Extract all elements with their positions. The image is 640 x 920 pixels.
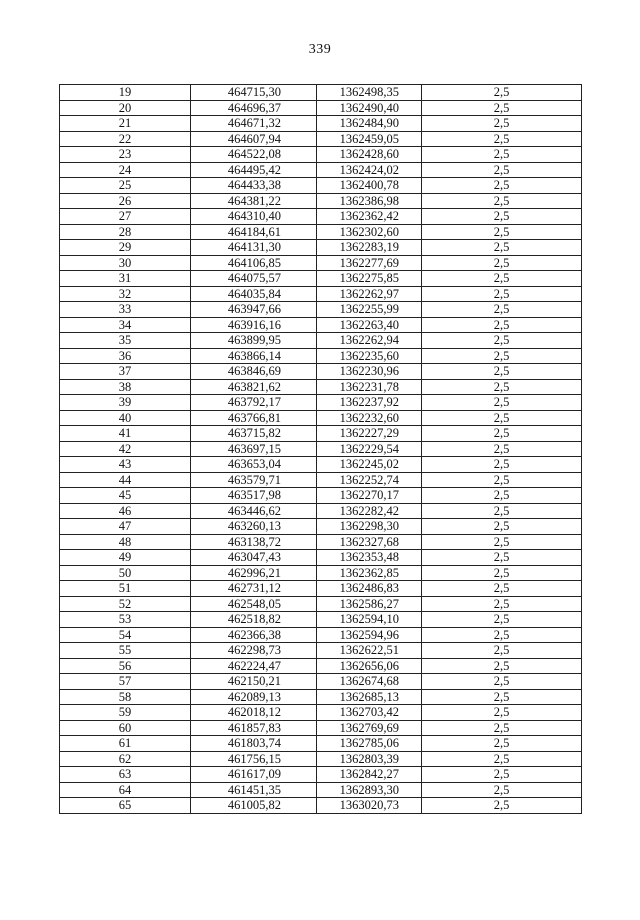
point-number-cell: 25 — [60, 178, 191, 194]
y-coordinate-cell: 1362362,42 — [317, 209, 422, 225]
point-number-cell: 61 — [60, 736, 191, 752]
y-coordinate-cell: 1362386,98 — [317, 193, 422, 209]
x-coordinate-cell: 463846,69 — [191, 364, 317, 380]
table-row — [60, 565, 582, 581]
table-row — [60, 472, 582, 488]
y-coordinate-cell: 1362237,92 — [317, 395, 422, 411]
accuracy-cell: 2,5 — [422, 209, 582, 225]
point-number-cell: 57 — [60, 674, 191, 690]
accuracy-cell: 2,5 — [422, 674, 582, 690]
coordinates-table — [59, 84, 582, 814]
point-number-cell: 23 — [60, 147, 191, 163]
table-row — [60, 767, 582, 783]
point-number-cell: 22 — [60, 131, 191, 147]
x-coordinate-cell: 463899,95 — [191, 333, 317, 349]
table-row — [60, 534, 582, 550]
x-coordinate-cell: 464035,84 — [191, 286, 317, 302]
y-coordinate-cell: 1362703,42 — [317, 705, 422, 721]
table-row — [60, 333, 582, 349]
accuracy-cell: 2,5 — [422, 395, 582, 411]
point-number-cell: 46 — [60, 503, 191, 519]
accuracy-cell: 2,5 — [422, 565, 582, 581]
point-number-cell: 65 — [60, 798, 191, 814]
y-coordinate-cell: 1362227,29 — [317, 426, 422, 442]
point-number-cell: 43 — [60, 457, 191, 473]
x-coordinate-cell: 463821,62 — [191, 379, 317, 395]
accuracy-cell: 2,5 — [422, 767, 582, 783]
page-number: 339 — [308, 42, 332, 57]
y-coordinate-cell: 1362232,60 — [317, 410, 422, 426]
point-number-cell: 45 — [60, 488, 191, 504]
table-row — [60, 550, 582, 566]
table-row — [60, 798, 582, 814]
x-coordinate-cell: 462996,21 — [191, 565, 317, 581]
accuracy-cell: 2,5 — [422, 317, 582, 333]
x-coordinate-cell: 463653,04 — [191, 457, 317, 473]
point-number-cell: 52 — [60, 596, 191, 612]
accuracy-cell: 2,5 — [422, 379, 582, 395]
accuracy-cell: 2,5 — [422, 85, 582, 101]
x-coordinate-cell: 462224,47 — [191, 658, 317, 674]
table-row — [60, 720, 582, 736]
y-coordinate-cell: 1362302,60 — [317, 224, 422, 240]
table-row — [60, 674, 582, 690]
y-coordinate-cell: 1362586,27 — [317, 596, 422, 612]
accuracy-cell: 2,5 — [422, 658, 582, 674]
point-number-cell: 35 — [60, 333, 191, 349]
x-coordinate-cell: 463766,81 — [191, 410, 317, 426]
accuracy-cell: 2,5 — [422, 162, 582, 178]
accuracy-cell: 2,5 — [422, 441, 582, 457]
x-coordinate-cell: 463138,72 — [191, 534, 317, 550]
point-number-cell: 30 — [60, 255, 191, 271]
accuracy-cell: 2,5 — [422, 333, 582, 349]
point-number-cell: 42 — [60, 441, 191, 457]
x-coordinate-cell: 463047,43 — [191, 550, 317, 566]
y-coordinate-cell: 1362283,19 — [317, 240, 422, 256]
point-number-cell: 34 — [60, 317, 191, 333]
x-coordinate-cell: 462548,05 — [191, 596, 317, 612]
y-coordinate-cell: 1362255,99 — [317, 302, 422, 318]
point-number-cell: 62 — [60, 751, 191, 767]
table-row — [60, 689, 582, 705]
accuracy-cell: 2,5 — [422, 751, 582, 767]
x-coordinate-cell: 464607,94 — [191, 131, 317, 147]
x-coordinate-cell: 462366,38 — [191, 627, 317, 643]
x-coordinate-cell: 462298,73 — [191, 643, 317, 659]
accuracy-cell: 2,5 — [422, 426, 582, 442]
table-row — [60, 271, 582, 287]
point-number-cell: 60 — [60, 720, 191, 736]
table-row — [60, 596, 582, 612]
point-number-cell: 29 — [60, 240, 191, 256]
y-coordinate-cell: 1362298,30 — [317, 519, 422, 535]
y-coordinate-cell: 1362252,74 — [317, 472, 422, 488]
x-coordinate-cell: 463260,13 — [191, 519, 317, 535]
accuracy-cell: 2,5 — [422, 519, 582, 535]
x-coordinate-cell: 464715,30 — [191, 85, 317, 101]
point-number-cell: 21 — [60, 116, 191, 132]
point-number-cell: 44 — [60, 472, 191, 488]
table-row — [60, 627, 582, 643]
y-coordinate-cell: 1362263,40 — [317, 317, 422, 333]
point-number-cell: 33 — [60, 302, 191, 318]
point-number-cell: 36 — [60, 348, 191, 364]
point-number-cell: 38 — [60, 379, 191, 395]
y-coordinate-cell: 1362842,27 — [317, 767, 422, 783]
y-coordinate-cell: 1362893,30 — [317, 782, 422, 798]
table-row — [60, 612, 582, 628]
accuracy-cell: 2,5 — [422, 596, 582, 612]
accuracy-cell: 2,5 — [422, 581, 582, 597]
point-number-cell: 19 — [60, 85, 191, 101]
table-row — [60, 116, 582, 132]
x-coordinate-cell: 462731,12 — [191, 581, 317, 597]
table-row — [60, 581, 582, 597]
table-row — [60, 162, 582, 178]
accuracy-cell: 2,5 — [422, 457, 582, 473]
table-row — [60, 209, 582, 225]
y-coordinate-cell: 1362424,02 — [317, 162, 422, 178]
y-coordinate-cell: 1363020,73 — [317, 798, 422, 814]
accuracy-cell: 2,5 — [422, 534, 582, 550]
table-row — [60, 255, 582, 271]
x-coordinate-cell: 463866,14 — [191, 348, 317, 364]
point-number-cell: 32 — [60, 286, 191, 302]
x-coordinate-cell: 461451,35 — [191, 782, 317, 798]
y-coordinate-cell: 1362785,06 — [317, 736, 422, 752]
accuracy-cell: 2,5 — [422, 798, 582, 814]
x-coordinate-cell: 461756,15 — [191, 751, 317, 767]
x-coordinate-cell: 464671,32 — [191, 116, 317, 132]
table-row — [60, 379, 582, 395]
x-coordinate-cell: 463446,62 — [191, 503, 317, 519]
table-row — [60, 286, 582, 302]
table-row — [60, 302, 582, 318]
x-coordinate-cell: 464106,85 — [191, 255, 317, 271]
x-coordinate-cell: 464495,42 — [191, 162, 317, 178]
point-number-cell: 55 — [60, 643, 191, 659]
coordinates-table-body — [60, 85, 582, 814]
point-number-cell: 26 — [60, 193, 191, 209]
accuracy-cell: 2,5 — [422, 488, 582, 504]
table-row — [60, 658, 582, 674]
x-coordinate-cell: 464075,57 — [191, 271, 317, 287]
point-number-cell: 64 — [60, 782, 191, 798]
point-number-cell: 27 — [60, 209, 191, 225]
x-coordinate-cell: 463697,15 — [191, 441, 317, 457]
table-row — [60, 131, 582, 147]
accuracy-cell: 2,5 — [422, 503, 582, 519]
y-coordinate-cell: 1362486,83 — [317, 581, 422, 597]
point-number-cell: 47 — [60, 519, 191, 535]
accuracy-cell: 2,5 — [422, 612, 582, 628]
x-coordinate-cell: 464310,40 — [191, 209, 317, 225]
table-row — [60, 348, 582, 364]
x-coordinate-cell: 463792,17 — [191, 395, 317, 411]
y-coordinate-cell: 1362230,96 — [317, 364, 422, 380]
table-row — [60, 224, 582, 240]
point-number-cell: 51 — [60, 581, 191, 597]
x-coordinate-cell: 463916,16 — [191, 317, 317, 333]
x-coordinate-cell: 464184,61 — [191, 224, 317, 240]
x-coordinate-cell: 462518,82 — [191, 612, 317, 628]
accuracy-cell: 2,5 — [422, 643, 582, 659]
y-coordinate-cell: 1362277,69 — [317, 255, 422, 271]
point-number-cell: 63 — [60, 767, 191, 783]
accuracy-cell: 2,5 — [422, 472, 582, 488]
point-number-cell: 56 — [60, 658, 191, 674]
table-row — [60, 519, 582, 535]
accuracy-cell: 2,5 — [422, 193, 582, 209]
x-coordinate-cell: 463947,66 — [191, 302, 317, 318]
y-coordinate-cell: 1362594,10 — [317, 612, 422, 628]
table-row — [60, 193, 582, 209]
y-coordinate-cell: 1362803,39 — [317, 751, 422, 767]
point-number-cell: 41 — [60, 426, 191, 442]
point-number-cell: 59 — [60, 705, 191, 721]
table-row — [60, 751, 582, 767]
accuracy-cell: 2,5 — [422, 100, 582, 116]
table-row — [60, 488, 582, 504]
x-coordinate-cell: 463517,98 — [191, 488, 317, 504]
accuracy-cell: 2,5 — [422, 689, 582, 705]
point-number-cell: 54 — [60, 627, 191, 643]
table-row — [60, 364, 582, 380]
x-coordinate-cell: 462018,12 — [191, 705, 317, 721]
table-row — [60, 410, 582, 426]
point-number-cell: 40 — [60, 410, 191, 426]
x-coordinate-cell: 462089,13 — [191, 689, 317, 705]
y-coordinate-cell: 1362459,05 — [317, 131, 422, 147]
accuracy-cell: 2,5 — [422, 720, 582, 736]
x-coordinate-cell: 463715,82 — [191, 426, 317, 442]
accuracy-cell: 2,5 — [422, 627, 582, 643]
point-number-cell: 20 — [60, 100, 191, 116]
accuracy-cell: 2,5 — [422, 364, 582, 380]
accuracy-cell: 2,5 — [422, 271, 582, 287]
table-row — [60, 457, 582, 473]
accuracy-cell: 2,5 — [422, 286, 582, 302]
point-number-cell: 53 — [60, 612, 191, 628]
y-coordinate-cell: 1362327,68 — [317, 534, 422, 550]
y-coordinate-cell: 1362490,40 — [317, 100, 422, 116]
y-coordinate-cell: 1362400,78 — [317, 178, 422, 194]
x-coordinate-cell: 461005,82 — [191, 798, 317, 814]
y-coordinate-cell: 1362674,68 — [317, 674, 422, 690]
y-coordinate-cell: 1362229,54 — [317, 441, 422, 457]
table-row — [60, 147, 582, 163]
y-coordinate-cell: 1362498,35 — [317, 85, 422, 101]
point-number-cell: 48 — [60, 534, 191, 550]
x-coordinate-cell: 461803,74 — [191, 736, 317, 752]
y-coordinate-cell: 1362245,02 — [317, 457, 422, 473]
accuracy-cell: 2,5 — [422, 240, 582, 256]
point-number-cell: 49 — [60, 550, 191, 566]
table-row — [60, 426, 582, 442]
accuracy-cell: 2,5 — [422, 131, 582, 147]
accuracy-cell: 2,5 — [422, 410, 582, 426]
x-coordinate-cell: 461857,83 — [191, 720, 317, 736]
x-coordinate-cell: 464131,30 — [191, 240, 317, 256]
accuracy-cell: 2,5 — [422, 147, 582, 163]
accuracy-cell: 2,5 — [422, 178, 582, 194]
table-row — [60, 643, 582, 659]
point-number-cell: 37 — [60, 364, 191, 380]
y-coordinate-cell: 1362622,51 — [317, 643, 422, 659]
accuracy-cell: 2,5 — [422, 255, 582, 271]
table-row — [60, 178, 582, 194]
y-coordinate-cell: 1362270,17 — [317, 488, 422, 504]
y-coordinate-cell: 1362262,97 — [317, 286, 422, 302]
x-coordinate-cell: 464522,08 — [191, 147, 317, 163]
point-number-cell: 28 — [60, 224, 191, 240]
y-coordinate-cell: 1362484,90 — [317, 116, 422, 132]
x-coordinate-cell: 462150,21 — [191, 674, 317, 690]
point-number-cell: 31 — [60, 271, 191, 287]
table-row — [60, 441, 582, 457]
table-row — [60, 736, 582, 752]
point-number-cell: 58 — [60, 689, 191, 705]
table-row — [60, 317, 582, 333]
table-row — [60, 705, 582, 721]
y-coordinate-cell: 1362428,60 — [317, 147, 422, 163]
point-number-cell: 24 — [60, 162, 191, 178]
x-coordinate-cell: 463579,71 — [191, 472, 317, 488]
y-coordinate-cell: 1362231,78 — [317, 379, 422, 395]
accuracy-cell: 2,5 — [422, 224, 582, 240]
accuracy-cell: 2,5 — [422, 705, 582, 721]
y-coordinate-cell: 1362685,13 — [317, 689, 422, 705]
accuracy-cell: 2,5 — [422, 736, 582, 752]
y-coordinate-cell: 1362275,85 — [317, 271, 422, 287]
table-row — [60, 240, 582, 256]
point-number-cell: 39 — [60, 395, 191, 411]
y-coordinate-cell: 1362353,48 — [317, 550, 422, 566]
table-row — [60, 503, 582, 519]
accuracy-cell: 2,5 — [422, 550, 582, 566]
y-coordinate-cell: 1362769,69 — [317, 720, 422, 736]
y-coordinate-cell: 1362282,42 — [317, 503, 422, 519]
x-coordinate-cell: 464696,37 — [191, 100, 317, 116]
y-coordinate-cell: 1362235,60 — [317, 348, 422, 364]
x-coordinate-cell: 464381,22 — [191, 193, 317, 209]
accuracy-cell: 2,5 — [422, 116, 582, 132]
point-number-cell: 50 — [60, 565, 191, 581]
table-row — [60, 782, 582, 798]
accuracy-cell: 2,5 — [422, 302, 582, 318]
table-row — [60, 85, 582, 101]
accuracy-cell: 2,5 — [422, 348, 582, 364]
y-coordinate-cell: 1362362,85 — [317, 565, 422, 581]
y-coordinate-cell: 1362594,96 — [317, 627, 422, 643]
table-row — [60, 395, 582, 411]
y-coordinate-cell: 1362656,06 — [317, 658, 422, 674]
x-coordinate-cell: 464433,38 — [191, 178, 317, 194]
accuracy-cell: 2,5 — [422, 782, 582, 798]
table-row — [60, 100, 582, 116]
x-coordinate-cell: 461617,09 — [191, 767, 317, 783]
y-coordinate-cell: 1362262,94 — [317, 333, 422, 349]
